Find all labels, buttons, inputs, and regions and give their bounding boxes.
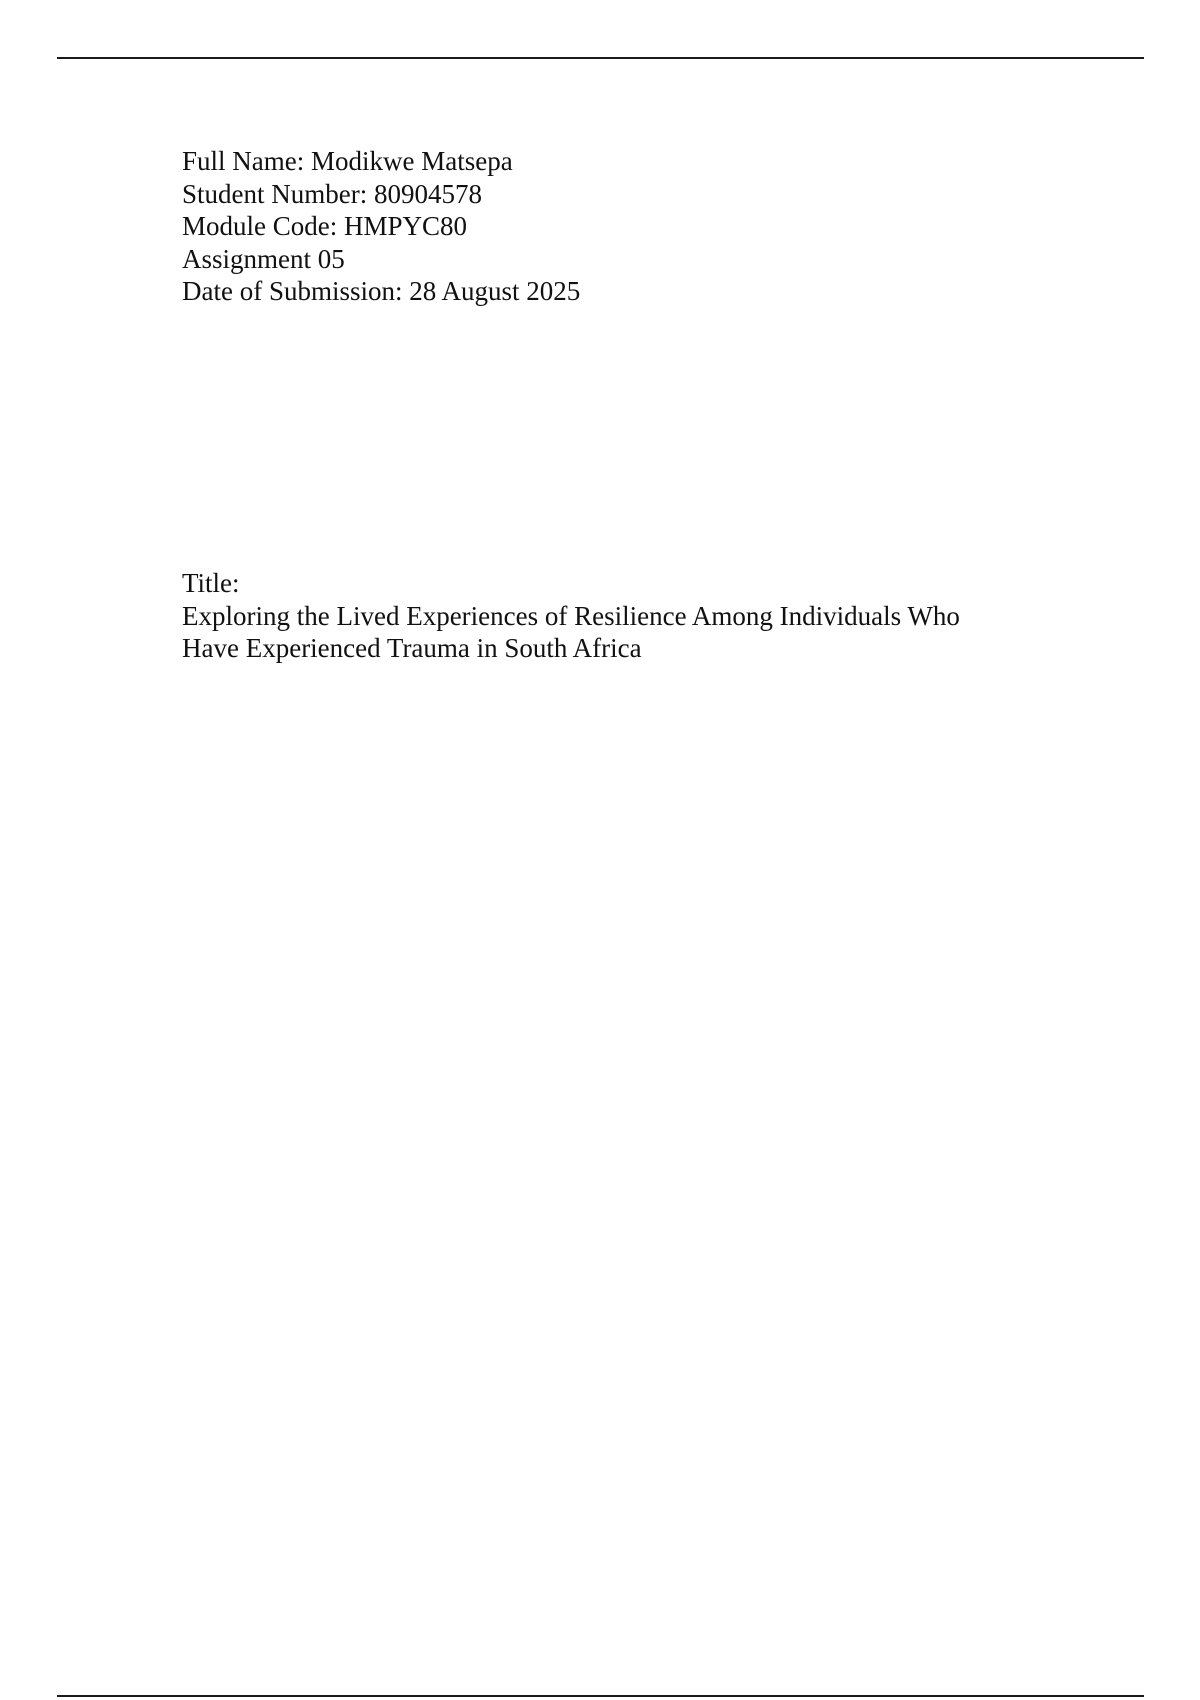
title-line-2: Have Experienced Trauma in South Africa xyxy=(182,633,642,663)
bottom-divider xyxy=(57,1695,1144,1697)
full-name-line: Full Name: Modikwe Matsepa xyxy=(182,146,513,176)
assignment-line: Assignment 05 xyxy=(182,243,345,274)
title-label: Title: xyxy=(182,568,240,598)
submission-date-line: Date of Submission: 28 August 2025 xyxy=(182,276,581,306)
top-divider xyxy=(57,57,1144,59)
title-line-1: Exploring the Lived Experiences of Resilience Among Individuals Who xyxy=(182,600,960,631)
student-number-line: Student Number: 80904578 xyxy=(182,178,482,209)
student-info-block xyxy=(182,145,1082,308)
title-block xyxy=(182,567,1082,665)
module-code-line: Module Code: HMPYC80 xyxy=(182,211,468,241)
